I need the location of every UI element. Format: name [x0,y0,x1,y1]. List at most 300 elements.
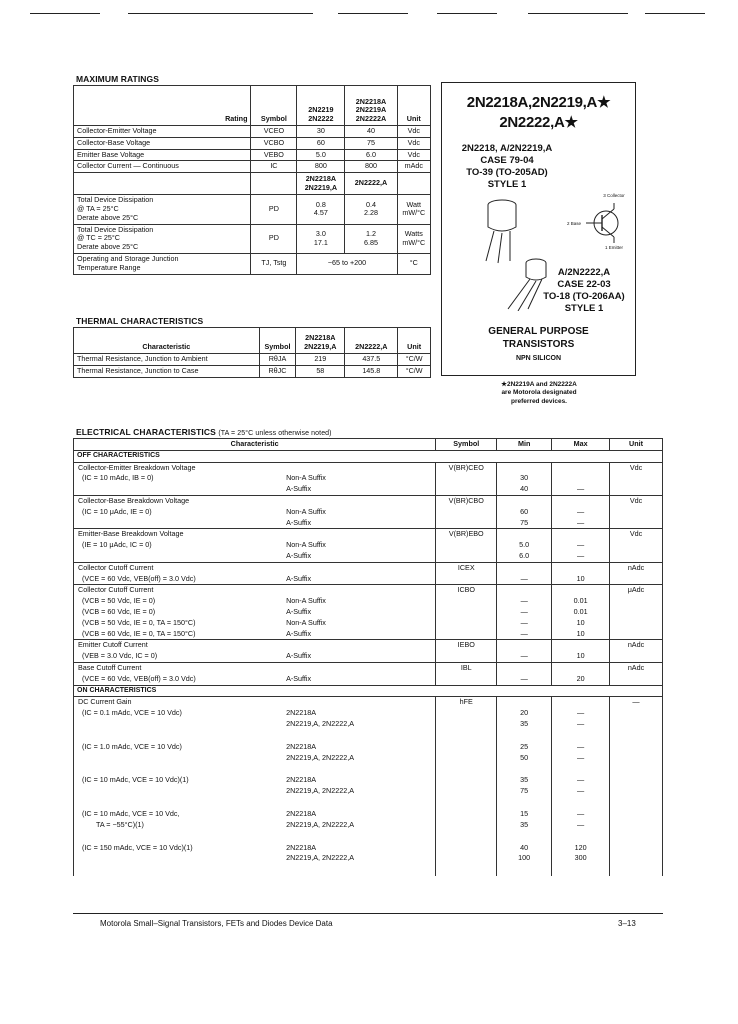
spacer [497,529,552,540]
spacer [283,697,436,708]
min-value: 100 [497,853,552,864]
thermal-title: THERMAL CHARACTERISTICS [76,316,204,326]
max-value: 120 [552,843,610,854]
rating-unit: Vdc [397,126,430,138]
spacer [283,462,436,473]
characteristic-symbol: V(BR)CEO [436,462,497,495]
spacer [74,763,284,775]
test-condition [74,753,284,764]
off-group-row [74,462,663,473]
case1-package: TO-39 (TO-205AD) [466,167,548,178]
on-condition-row [74,809,663,820]
off-condition-row [74,596,663,607]
spacer [552,640,610,651]
header-col2: 2N2218A 2N2219A 2N2222A [345,86,397,126]
max-value: — [552,775,610,786]
pin-emitter-label: 1 Emitter [604,245,623,250]
max-ratings-title: MAXIMUM RATINGS [76,74,160,84]
rating-row [74,126,431,138]
characteristic-unit: nAdc [610,662,663,685]
el-header-symbol: Symbol [436,439,497,451]
el-header-char: Characteristic [74,439,436,451]
thermal-header-col1: 2N2218A 2N2219,A [296,328,345,354]
min-value: — [497,674,552,685]
test-condition: (VCE = 60 Vdc, VEB(off) = 3.0 Vdc) [74,574,284,585]
characteristic-name: Emitter-Base Breakdown Voltage [74,529,284,540]
power-v2: 1.2 6.85 [345,224,397,253]
pin-base-label: 2 Base [566,221,581,226]
max-value: — [552,540,610,551]
test-condition: (IC = 10 μAdc, IE = 0) [74,507,284,518]
spacer [552,562,610,573]
power-rating-name: Total Device Dissipation @ TA = 25°C Derate above 25°C [74,195,251,224]
spacer [283,797,436,809]
spacer [283,763,436,775]
device-suffix: A-Suffix [283,518,436,529]
electrical-title-condition: (TA = 25°C unless otherwise noted) [218,430,332,437]
group-spacer [74,763,663,775]
off-group-row [74,562,663,573]
rating-name: Collector-Base Voltage [74,137,251,149]
max-value: — [552,507,610,518]
characteristic-symbol: ICEX [436,562,497,585]
power-symbol: PD [251,224,297,253]
min-value: 40 [497,843,552,854]
subheader-col2: 2N2222,A [345,173,397,195]
spacer [497,831,552,843]
on-condition-row [74,719,663,730]
spacer [497,730,552,742]
rating-row [74,137,431,149]
max-value: — [552,484,610,495]
power-v1: 0.8 4.57 [297,195,345,224]
min-value: — [497,618,552,629]
device-suffix: A-Suffix [283,551,436,562]
on-condition-row [74,843,663,854]
footer-page-number: 3–13 [618,919,636,928]
electrical-title [76,427,332,437]
thermal-unit: °C/W [398,354,431,366]
off-characteristics-body [74,462,663,685]
spacer [552,864,610,876]
rating-row [74,149,431,161]
device-type: 2N2219,A, 2N2222,A [283,786,436,797]
rating-v2: 40 [345,126,397,138]
spacer [497,864,552,876]
test-condition [74,484,284,495]
rating-v2: 800 [345,161,397,173]
test-condition: TA = −55°C)(1) [74,820,284,831]
spacer [497,697,552,708]
rating-symbol: VCEO [251,126,297,138]
device-suffix: Non-A Suffix [283,618,436,629]
rating-name: Emitter Base Voltage [74,149,251,161]
on-condition-row [74,820,663,831]
on-condition-row [74,753,663,764]
characteristic-unit: μAdc [610,585,663,640]
device-type: 2N2219,A, 2N2222,A [283,719,436,730]
thermal-header-col2: 2N2222,A [345,328,398,354]
max-value: 300 [552,853,610,864]
spacer [552,529,610,540]
max-value: 0.01 [552,607,610,618]
off-condition-row [74,618,663,629]
footer-left: Motorola Small–Signal Transistors, FETs and Diodes Device Data [100,919,333,928]
thermal-char: Thermal Resistance, Junction to Case [74,365,260,377]
electrical-title-text: ELECTRICAL CHARACTERISTICS [76,427,216,437]
case2-style: STYLE 1 [564,303,604,314]
spacer [497,763,552,775]
characteristic-name: Collector-Emitter Breakdown Voltage [74,462,284,473]
min-value: 75 [497,518,552,529]
case1-style: STYLE 1 [487,179,527,190]
top-rule [338,13,408,14]
case1-case: CASE 79-04 [480,155,534,166]
max-value: 20 [552,674,610,685]
power-row [74,195,431,224]
spacer [74,730,284,742]
on-condition-row [74,786,663,797]
spacer [283,529,436,540]
el-header-min: Min [497,439,552,451]
spacer [497,562,552,573]
spacer [283,831,436,843]
on-condition-row [74,775,663,786]
test-condition: (VCE = 60 Vdc, VEB(off) = 3.0 Vdc) [74,674,284,685]
off-condition-row [74,507,663,518]
spacer [552,831,610,843]
footer-rule [73,913,663,914]
max-value: — [552,742,610,753]
test-condition: (IC = 0.1 mAdc, VCE = 10 Vdc) [74,708,284,719]
rating-unit: Vdc [397,149,430,161]
characteristic-symbol: V(BR)CBO [436,495,497,528]
min-value: 35 [497,719,552,730]
test-condition: (VCB = 60 Vdc, IE = 0) [74,607,284,618]
characteristic-name: Collector-Base Breakdown Voltage [74,495,284,506]
temp-symbol: TJ, Tstg [251,253,297,274]
min-value: 75 [497,786,552,797]
off-condition-row [74,473,663,484]
characteristic-name: Collector Cutoff Current [74,562,284,573]
min-value: 35 [497,820,552,831]
device-suffix: A-Suffix [283,574,436,585]
spacer [552,763,610,775]
characteristic-symbol: IBL [436,662,497,685]
group-spacer [74,864,663,876]
test-condition [74,518,284,529]
min-value: 60 [497,507,552,518]
min-value: 6.0 [497,551,552,562]
spacer [283,864,436,876]
on-condition-row [74,853,663,864]
characteristic-unit: — [610,697,663,876]
case2-parts: A/2N2222,A [557,267,611,278]
power-v1: 3.0 17.1 [297,224,345,253]
preferred-note-line1: ★2N2219A and 2N2222A [501,381,577,388]
min-value: 20 [497,708,552,719]
header-unit: Unit [397,86,430,126]
characteristic-unit: nAdc [610,640,663,663]
spacer [283,640,436,651]
electrical-table [73,438,663,876]
min-value: 5.0 [497,540,552,551]
power-rating-name: Total Device Dissipation @ TC = 25°C Derate above 25°C [74,224,251,253]
test-condition: (IC = 10 mAdc, IB = 0) [74,473,284,484]
characteristic-unit: Vdc [610,495,663,528]
characteristic-symbol: V(BR)EBO [436,529,497,562]
test-condition: (IC = 10 mAdc, VCE = 10 Vdc, [74,809,284,820]
device-type: 2N2218A [283,708,436,719]
case2-case: CASE 22-03 [557,279,611,290]
case2-package: TO-18 (TO-206AA) [543,291,625,302]
test-condition [74,719,284,730]
thermal-header-symbol: Symbol [259,328,296,354]
top-rule [30,13,100,14]
rating-v2: 6.0 [345,149,397,161]
off-group-row [74,529,663,540]
spacer [497,662,552,673]
off-condition-row [74,674,663,685]
min-value: 35 [497,775,552,786]
temp-row [74,253,431,274]
test-condition [74,786,284,797]
off-condition-row [74,651,663,662]
preferred-note-line3: preferred devices. [510,398,567,405]
group-spacer [74,831,663,843]
off-condition-row [74,551,663,562]
max-value: 0.01 [552,596,610,607]
spacer [497,462,552,473]
rating-unit: mAdc [397,161,430,173]
spacer [283,730,436,742]
off-group-row [74,662,663,673]
device-type: 2N2218A [283,843,436,854]
spacer [552,585,610,596]
max-value: — [552,809,610,820]
npn-transistor-icon [582,201,628,245]
temp-range: −65 to +200 [297,253,397,274]
thermal-unit: °C/W [398,365,431,377]
thermal-header-char: Characteristic [74,328,260,354]
device-type: 2N2219,A, 2N2222,A [283,853,436,864]
spacer [74,797,284,809]
off-condition-row [74,484,663,495]
device-suffix: Non-A Suffix [283,507,436,518]
thermal-table [73,327,431,378]
thermal-v1: 219 [296,354,345,366]
max-value: 10 [552,618,610,629]
characteristic-symbol: ICBO [436,585,497,640]
max-value: — [552,786,610,797]
on-characteristics-body [74,697,663,876]
part-number-line2: 2N2222,A★ [499,114,578,131]
off-condition-row [74,607,663,618]
rating-symbol: IC [251,161,297,173]
spacer [497,495,552,506]
rating-name: Collector Current — Continuous [74,161,251,173]
polarity-label: NPN SILICON [515,355,562,362]
top-rule [128,13,313,14]
device-type: 2N2218A [283,809,436,820]
device-type: 2N2219,A, 2N2222,A [283,820,436,831]
thermal-v2: 145.8 [345,365,398,377]
test-condition: (VCB = 50 Vdc, IE = 0) [74,596,284,607]
power-unit: Watts mW/°C [397,224,430,253]
characteristic-name: DC Current Gain [74,697,284,708]
top-rule [645,13,705,14]
power-unit: Watt mW/°C [397,195,430,224]
el-header-max: Max [552,439,610,451]
characteristic-symbol: IEBO [436,640,497,663]
temp-rating-name: Operating and Storage Junction Temperature Range [74,253,251,274]
max-value: — [552,551,610,562]
spacer [497,797,552,809]
spacer [552,662,610,673]
off-condition-row [74,540,663,551]
test-condition: (IE = 10 μAdc, IC = 0) [74,540,284,551]
test-condition [74,853,284,864]
spacer [283,662,436,673]
characteristic-symbol: hFE [436,697,497,876]
thermal-row [74,354,431,366]
thermal-char: Thermal Resistance, Junction to Ambient [74,354,260,366]
rating-v1: 5.0 [297,149,345,161]
device-type: 2N2218A [283,775,436,786]
min-value: — [497,574,552,585]
device-suffix: A-Suffix [283,607,436,618]
off-group-row [74,640,663,651]
rating-v1: 30 [297,126,345,138]
group-spacer [74,797,663,809]
header-symbol: Symbol [251,86,297,126]
rating-v1: 60 [297,137,345,149]
spacer [497,640,552,651]
device-suffix: A-Suffix [283,484,436,495]
test-condition [74,551,284,562]
test-condition: (VCB = 60 Vdc, IE = 0, TA = 150°C) [74,629,284,640]
characteristic-unit: Vdc [610,462,663,495]
off-group-row [74,495,663,506]
off-condition-row [74,518,663,529]
max-value: — [552,518,610,529]
on-condition-row [74,742,663,753]
min-value: 25 [497,742,552,753]
min-value: — [497,629,552,640]
test-condition: (VCB = 50 Vdc, IE = 0, TA = 150°C) [74,618,284,629]
device-suffix: A-Suffix [283,651,436,662]
spacer [283,585,436,596]
spacer [283,562,436,573]
spacer [74,831,284,843]
power-v2: 0.4 2.28 [345,195,397,224]
characteristic-name: Base Cutoff Current [74,662,284,673]
characteristic-unit: nAdc [610,562,663,585]
min-value: 50 [497,753,552,764]
max-value [552,473,610,484]
min-value: 40 [497,484,552,495]
max-value: 10 [552,574,610,585]
spacer [283,495,436,506]
thermal-symbol: RθJA [259,354,296,366]
device-suffix: A-Suffix [283,629,436,640]
power-symbol: PD [251,195,297,224]
rating-symbol: VCBO [251,137,297,149]
thermal-row [74,365,431,377]
off-group-row [74,585,663,596]
rating-v1: 800 [297,161,345,173]
on-characteristics-title: ON CHARACTERISTICS [74,685,663,697]
spacer [552,697,610,708]
el-header-unit: Unit [610,439,663,451]
thermal-v1: 58 [296,365,345,377]
max-value: 10 [552,629,610,640]
min-value: 30 [497,473,552,484]
spacer [552,495,610,506]
device-suffix: A-Suffix [283,674,436,685]
thermal-header-unit: Unit [398,328,431,354]
min-value: — [497,607,552,618]
characteristic-name: Emitter Cutoff Current [74,640,284,651]
device-type: 2N2218A [283,742,436,753]
device-suffix: Non-A Suffix [283,596,436,607]
rating-unit: Vdc [397,137,430,149]
product-box [441,82,636,376]
max-value: — [552,708,610,719]
max-value: 10 [552,651,610,662]
subheader-col1: 2N2218A 2N2219,A [297,173,345,195]
off-condition-row [74,574,663,585]
purpose-line1: GENERAL PURPOSE [488,326,589,337]
device-suffix: Non-A Suffix [283,540,436,551]
spacer [552,730,610,742]
top-rule [437,13,497,14]
min-value: — [497,651,552,662]
header-rating: Rating [74,86,251,126]
header-col1: 2N2219 2N2222 [297,86,345,126]
max-value: — [552,753,610,764]
power-row [74,224,431,253]
thermal-v2: 437.5 [345,354,398,366]
temp-unit: °C [397,253,430,274]
on-condition-row [74,708,663,719]
test-condition: (IC = 150 mAdc, VCE = 10 Vdc)(1) [74,843,284,854]
spacer [552,462,610,473]
group-spacer [74,730,663,742]
off-characteristics-title: OFF CHARACTERISTICS [74,450,663,462]
rating-symbol: VEBO [251,149,297,161]
purpose-line2: TRANSISTORS [502,339,575,350]
spacer [497,585,552,596]
top-rule [528,13,628,14]
characteristic-name: Collector Cutoff Current [74,585,284,596]
part-number-line1: 2N2218A,2N2219,A★ [466,94,611,111]
max-value: — [552,820,610,831]
rating-row [74,161,431,173]
min-value: 15 [497,809,552,820]
test-condition: (IC = 1.0 mAdc, VCE = 10 Vdc) [74,742,284,753]
test-condition: (IC = 10 mAdc, VCE = 10 Vdc)(1) [74,775,284,786]
characteristic-unit: Vdc [610,529,663,562]
rating-v2: 75 [345,137,397,149]
pin-collector-label: 3 Collector [603,193,625,198]
max-ratings-table [73,85,431,275]
spacer [74,864,284,876]
rating-name: Collector-Emitter Voltage [74,126,251,138]
device-type: 2N2219,A, 2N2222,A [283,753,436,764]
spacer [552,797,610,809]
max-value: — [552,719,610,730]
